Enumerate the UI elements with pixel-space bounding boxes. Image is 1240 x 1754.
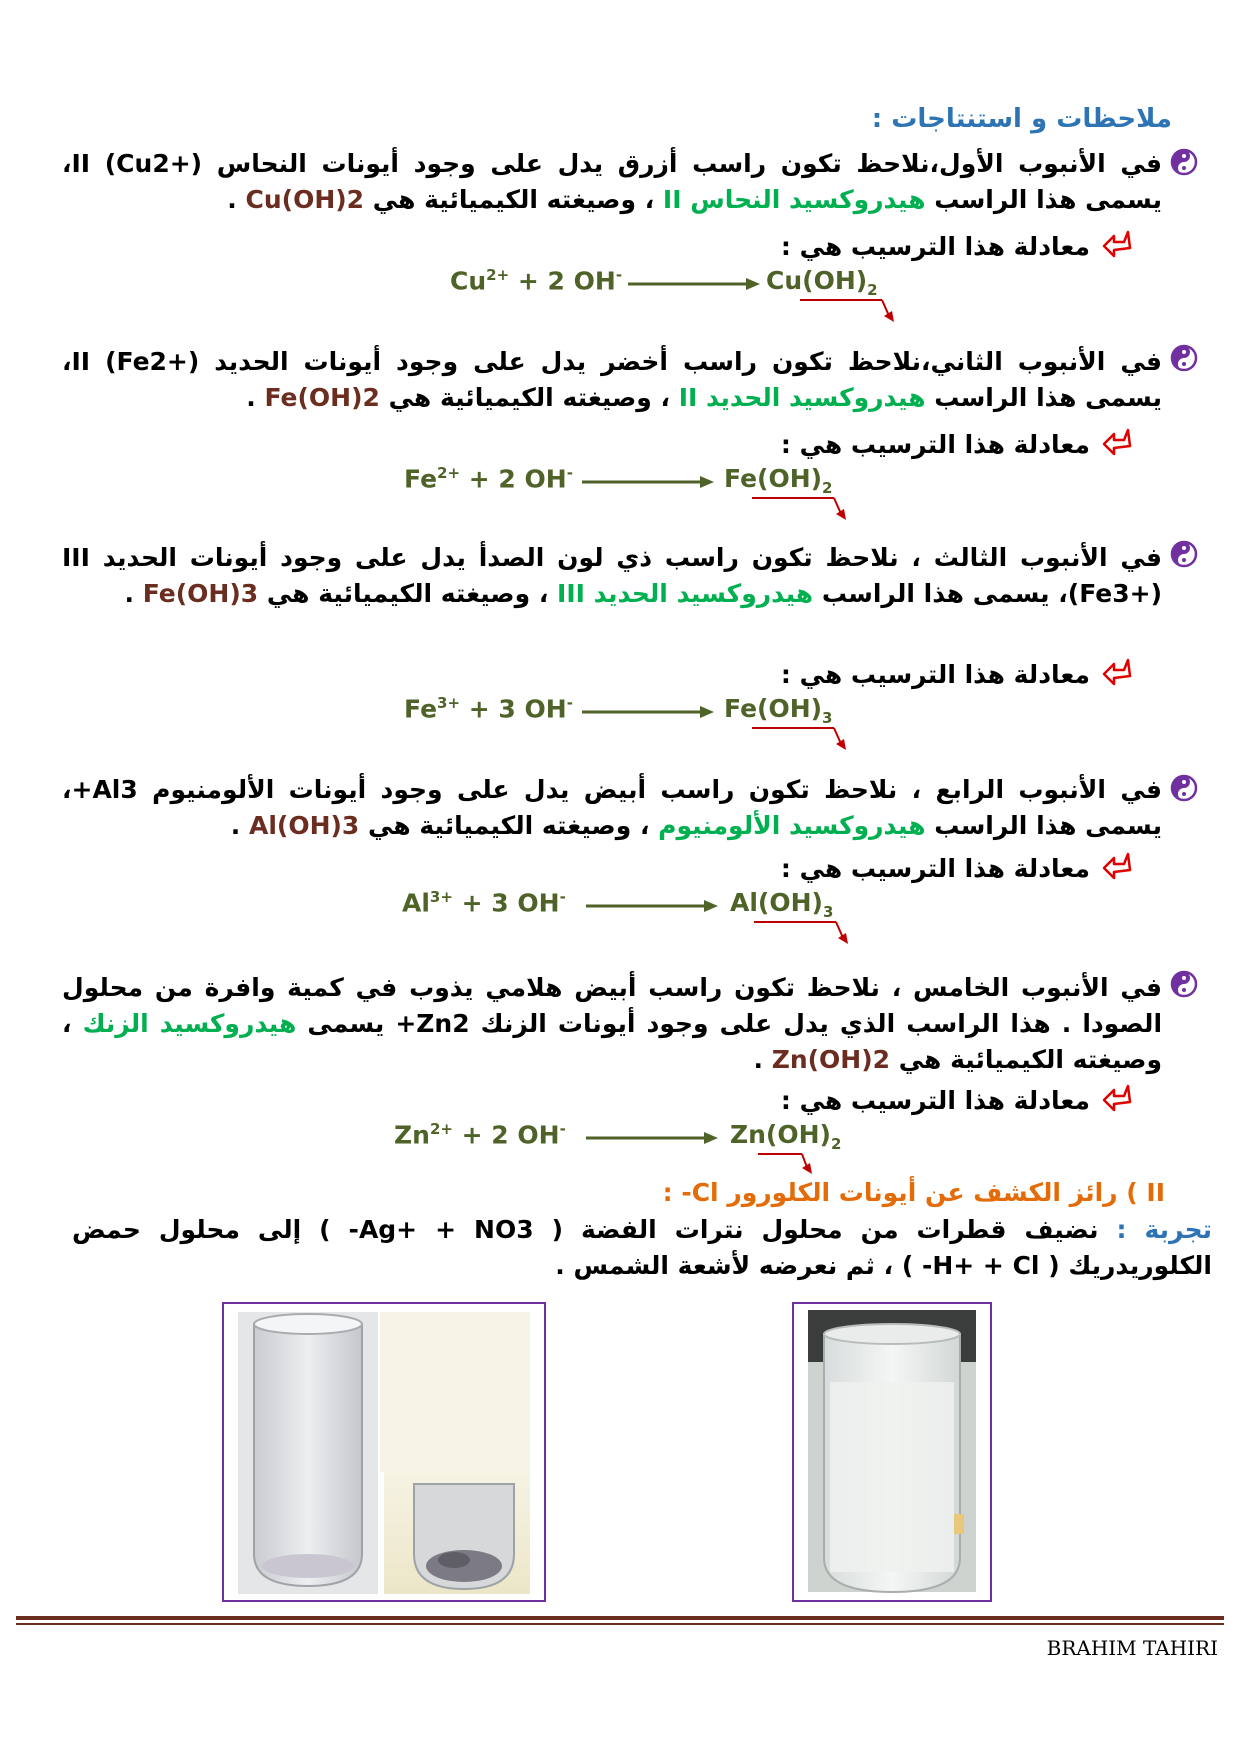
equation-product: $Fe(OH)_3$	[724, 694, 833, 727]
compound-name: هيدروكسيد الألومنيوم	[658, 811, 926, 840]
hook-arrow-icon	[1100, 228, 1134, 262]
yin-yang-bullet-icon	[1170, 344, 1198, 372]
compound-formula: Fe(OH)3	[142, 579, 259, 608]
precipitate-arrow-icon	[758, 1152, 818, 1178]
compound-formula: Al(OH)3	[248, 811, 360, 840]
experiment-description	[72, 1212, 1212, 1284]
yin-yang-bullet-icon	[1170, 540, 1198, 568]
observation-text: في الأنبوب الثاني،نلاحظ تكون راسب أخضر يدل على وجود أيونات الحديد II (Fe2+)،	[62, 347, 1162, 376]
precipitate-arrow-icon	[800, 298, 896, 324]
yin-yang-bullet-icon	[1170, 970, 1198, 998]
compound-formula: Zn(OH)2	[771, 1045, 891, 1074]
hook-arrow-icon	[1100, 426, 1134, 460]
experiment-label: تجربة :	[1116, 1215, 1212, 1244]
reaction-arrow-icon	[582, 704, 714, 720]
equation-reactants: $Cu^{2+} + 2$ OH-	[450, 266, 623, 296]
compound-name: هيدروكسيد الحديد III	[557, 579, 814, 608]
observation-2: في الأنبوب الثاني،نلاحظ تكون راسب أخضر يدل على وجود أيونات الحديد II (Fe2+)، يسمى هذا الراسب هيدروكسيد الحديد II ، وصيغته الكيميائية هي Fe(OH)2 .	[62, 347, 1162, 412]
reaction-arrow-icon	[586, 1130, 718, 1146]
observation-1: في الأنبوب الأول،نلاحظ تكون راسب أزرق يدل على وجود أيونات النحاس II (Cu2+)، يسمى هذا الراسب هيدروكسيد النحاس II ، وصيغته الكيميائية هي Cu(OH)2 .	[62, 149, 1162, 214]
equation-product: $Al(OH)_3$	[730, 888, 834, 921]
observation-text: في الأنبوب الرابع ، نلاحظ تكون راسب أبيض يدل على وجود أيونات الألومنيوم Al3+،	[62, 775, 1162, 804]
precipitate-arrow-icon	[752, 496, 848, 522]
compound-formula: Cu(OH)2	[245, 185, 365, 214]
compound-name: هيدروكسيد الزنك	[82, 1009, 297, 1038]
observation-5: في الأنبوب الخامس ، نلاحظ تكون راسب أبيض هلامي يذوب في كمية وافرة من محلول الصودا . هذا الراسب الذي يدل على وجود أيونات الزنك Zn2+ يسمى هيدروكسيد الزنك ، وصيغته الكيميائية هي Zn(OH)2 .	[62, 973, 1163, 1074]
observation-3: في الأنبوب الثالث ، نلاحظ تكون راسب ذي لون الصدأ يدل على وجود أيونات الحديد III (Fe3+)، يسمى هذا الراسب هيدروكسيد الحديد III ، وصيغته الكيميائية هي Fe(OH)3 .	[62, 543, 1162, 608]
author-name: BRAHIM TAHIRI	[1046, 1636, 1218, 1660]
test-tube-photo	[794, 1304, 990, 1600]
equation-reactants: $Fe^{3+} + 3$ OH-	[404, 694, 573, 724]
equation-label: معادلة هذا الترسيب هي :	[780, 232, 1090, 261]
equation-label: معادلة هذا الترسيب هي :	[780, 1086, 1090, 1115]
hook-arrow-icon	[1100, 1082, 1134, 1116]
equation-product: $Cu(OH)_2$	[766, 266, 878, 299]
yin-yang-bullet-icon	[1170, 148, 1198, 176]
precipitate-arrow-icon	[752, 726, 848, 752]
reaction-arrow-icon	[628, 276, 760, 292]
equation-product: $Zn(OH)_2$	[730, 1120, 842, 1153]
precipitate-arrow-icon	[754, 920, 850, 946]
observation-text: في الأنبوب الخامس ، نلاحظ تكون راسب أبيض هلامي يذوب في كمية وافرة من محلول الصودا . هذا الراسب الذي يدل على وجود أيونات الزنك Zn2+ يسمى	[62, 973, 1163, 1038]
observation-text: في الأنبوب الأول،نلاحظ تكون راسب أزرق يدل على وجود أيونات النحاس II (Cu2+)،	[62, 149, 1162, 178]
equation-label: معادلة هذا الترسيب هي :	[780, 660, 1090, 689]
yin-yang-bullet-icon	[1170, 774, 1198, 802]
equation-reactants: $Zn^{2+} + 2$ OH-	[394, 1120, 566, 1150]
test-tube-photo	[224, 1304, 544, 1600]
observation-4: في الأنبوب الرابع ، نلاحظ تكون راسب أبيض يدل على وجود أيونات الألومنيوم Al3+، يسمى هذا الراسب هيدروكسيد الألومنيوم ، وصيغته الكيميائية هي Al(OH)3 .	[62, 775, 1162, 840]
compound-formula: Fe(OH)2	[264, 383, 380, 412]
footer-divider	[16, 1623, 1224, 1625]
precipitate-photo-left	[222, 1302, 546, 1602]
precipitate-photo-right	[792, 1302, 992, 1602]
equation-product: $Fe(OH)_2$	[724, 464, 833, 497]
compound-name: هيدروكسيد الحديد II	[678, 383, 926, 412]
equation-reactants: $Fe^{2+} + 2$ OH-	[404, 464, 573, 494]
hook-arrow-icon	[1100, 850, 1134, 884]
equation-reactants: $Al^{3+} + 3$ OH-	[402, 888, 566, 918]
section-title: II ) رائز الكشف عن أيونات الكلورور Cl- :	[662, 1178, 1165, 1207]
equation-label: معادلة هذا الترسيب هي :	[780, 430, 1090, 459]
experiment-text: نضيف قطرات من محلول نترات الفضة ( Ag+ + NO3- ) إلى محلول حمض الكلوريدريك ( H+ + Cl- ) ، ثم نعرضه لأشعة الشمس .	[72, 1215, 1212, 1280]
reaction-arrow-icon	[582, 474, 714, 490]
observations-heading: ملاحظات و استنتاجات :	[871, 104, 1172, 134]
equation-label: معادلة هذا الترسيب هي :	[780, 854, 1090, 883]
footer-divider	[16, 1616, 1224, 1620]
compound-name: هيدروكسيد النحاس II	[662, 185, 926, 214]
hook-arrow-icon	[1100, 656, 1134, 690]
reaction-arrow-icon	[586, 898, 718, 914]
observation-text: في الأنبوب الثالث ، نلاحظ تكون راسب ذي لون الصدأ يدل على وجود أيونات الحديد III (Fe3+)، يسمى هذا الراسب	[62, 543, 1162, 608]
